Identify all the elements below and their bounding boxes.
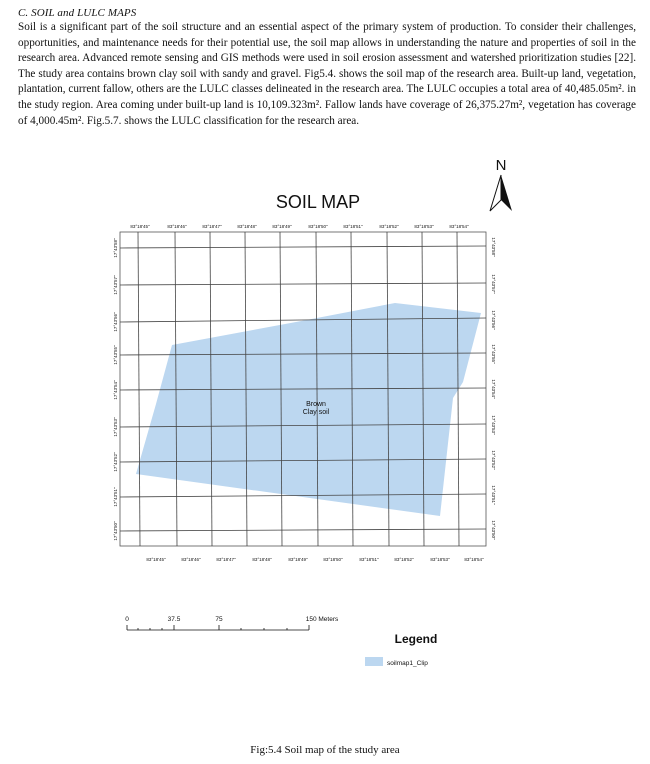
left-tick: 17°43'54" (113, 380, 118, 400)
left-tick: 17°43'51" (113, 487, 118, 507)
soil-label-line1: Brown (306, 401, 326, 408)
right-tick: 17°43'53" (491, 415, 496, 435)
figure-caption: Fig:5.4 Soil map of the study area (250, 744, 400, 756)
soil-label-line2: Clay soil (302, 409, 330, 416)
right-tick: 17°43'51" (491, 485, 496, 505)
bottom-tick: 83°18'50" (323, 557, 343, 562)
right-tick: 17°43'57" (491, 274, 496, 294)
top-tick: 83°18'51" (343, 224, 363, 229)
section-paragraph: Soil is a significant part of the soil structure and an essential aspect of the primary system of production. To consider their challenges, opportunities, and maintenance needs for their potential use, the soil map allows in understanding the nature and properties of soil in the research area. Advanced remote sensing and GIS methods were used in soil erosion assessment and watershed prioritization studies [22]. The study area contains brown clay soil with sandy and gravel. Fig5.4. shows the soil map of the research area. Built-up land, vegetation, plantation, current fallow, others are the LULC classes delineated in the research area. The LULC occupies a total area of 40,485.05m². in the study region. Area coming under built-up land is 10,109.323m². Fallow lands have coverage of 26,375.27m², vegetation has coverage of 4,000.45m². Fig.5.7. shows the LULC classification for the research area. (18, 21, 636, 127)
right-tick: 17°43'52" (491, 450, 496, 470)
top-tick: 83°18'53" (414, 224, 434, 229)
right-tick: 17°43'54" (491, 379, 496, 399)
top-tick-labels (130, 224, 469, 229)
scale-bar (125, 616, 339, 630)
legend-swatch (365, 657, 383, 666)
left-tick: 17°43'56" (113, 312, 118, 332)
left-tick: 17°43'58" (113, 238, 118, 258)
north-arrow-icon (490, 157, 512, 211)
bottom-tick: 83°18'46" (181, 557, 201, 562)
scale-label: 0 (125, 616, 129, 623)
scale-label: 150 Meters (305, 616, 339, 623)
right-tick: 17°43'56" (491, 310, 496, 330)
bottom-tick-labels (146, 557, 484, 562)
left-tick-labels (113, 238, 118, 541)
bottom-tick: 83°18'54" (464, 557, 484, 562)
left-tick: 17°43'50" (113, 521, 118, 541)
right-tick: 17°43'58" (491, 237, 496, 257)
right-tick: 17°43'55" (491, 344, 496, 364)
left-tick: 17°43'53" (113, 417, 118, 437)
bottom-tick: 83°18'52" (394, 557, 414, 562)
left-tick: 17°43'55" (113, 345, 118, 365)
right-tick-labels (491, 237, 496, 540)
top-tick: 83°18'52" (379, 224, 399, 229)
bottom-tick: 83°18'47" (216, 557, 236, 562)
right-tick: 17°43'50" (491, 520, 496, 540)
bottom-tick: 83°18'51" (359, 557, 379, 562)
scale-label: 37.5 (167, 616, 181, 623)
bottom-tick: 83°18'45" (146, 557, 166, 562)
north-label: N (495, 157, 507, 174)
top-tick: 83°18'45" (130, 224, 150, 229)
top-tick: 83°18'46" (167, 224, 187, 229)
bottom-tick: 83°18'53" (430, 557, 450, 562)
bottom-tick: 83°18'48" (252, 557, 272, 562)
section-heading: C. SOIL and LULC MAPS (18, 7, 137, 19)
map-legend (365, 632, 437, 667)
top-tick: 83°18'49" (272, 224, 292, 229)
top-tick: 83°18'54" (449, 224, 469, 229)
bottom-tick: 83°18'49" (288, 557, 308, 562)
soil-map-svg (0, 150, 650, 750)
top-tick: 83°18'48" (237, 224, 257, 229)
left-tick: 17°43'52" (113, 452, 118, 472)
scale-label: 75 (215, 616, 223, 623)
left-tick: 17°43'57" (113, 275, 118, 295)
map-title: SOIL MAP (275, 192, 361, 212)
top-tick: 83°18'47" (202, 224, 222, 229)
legend-item-label: soilmap1_Clip (387, 660, 428, 667)
soil-map-figure (0, 150, 650, 750)
legend-title: Legend (394, 632, 438, 646)
top-tick: 83°18'50" (308, 224, 328, 229)
